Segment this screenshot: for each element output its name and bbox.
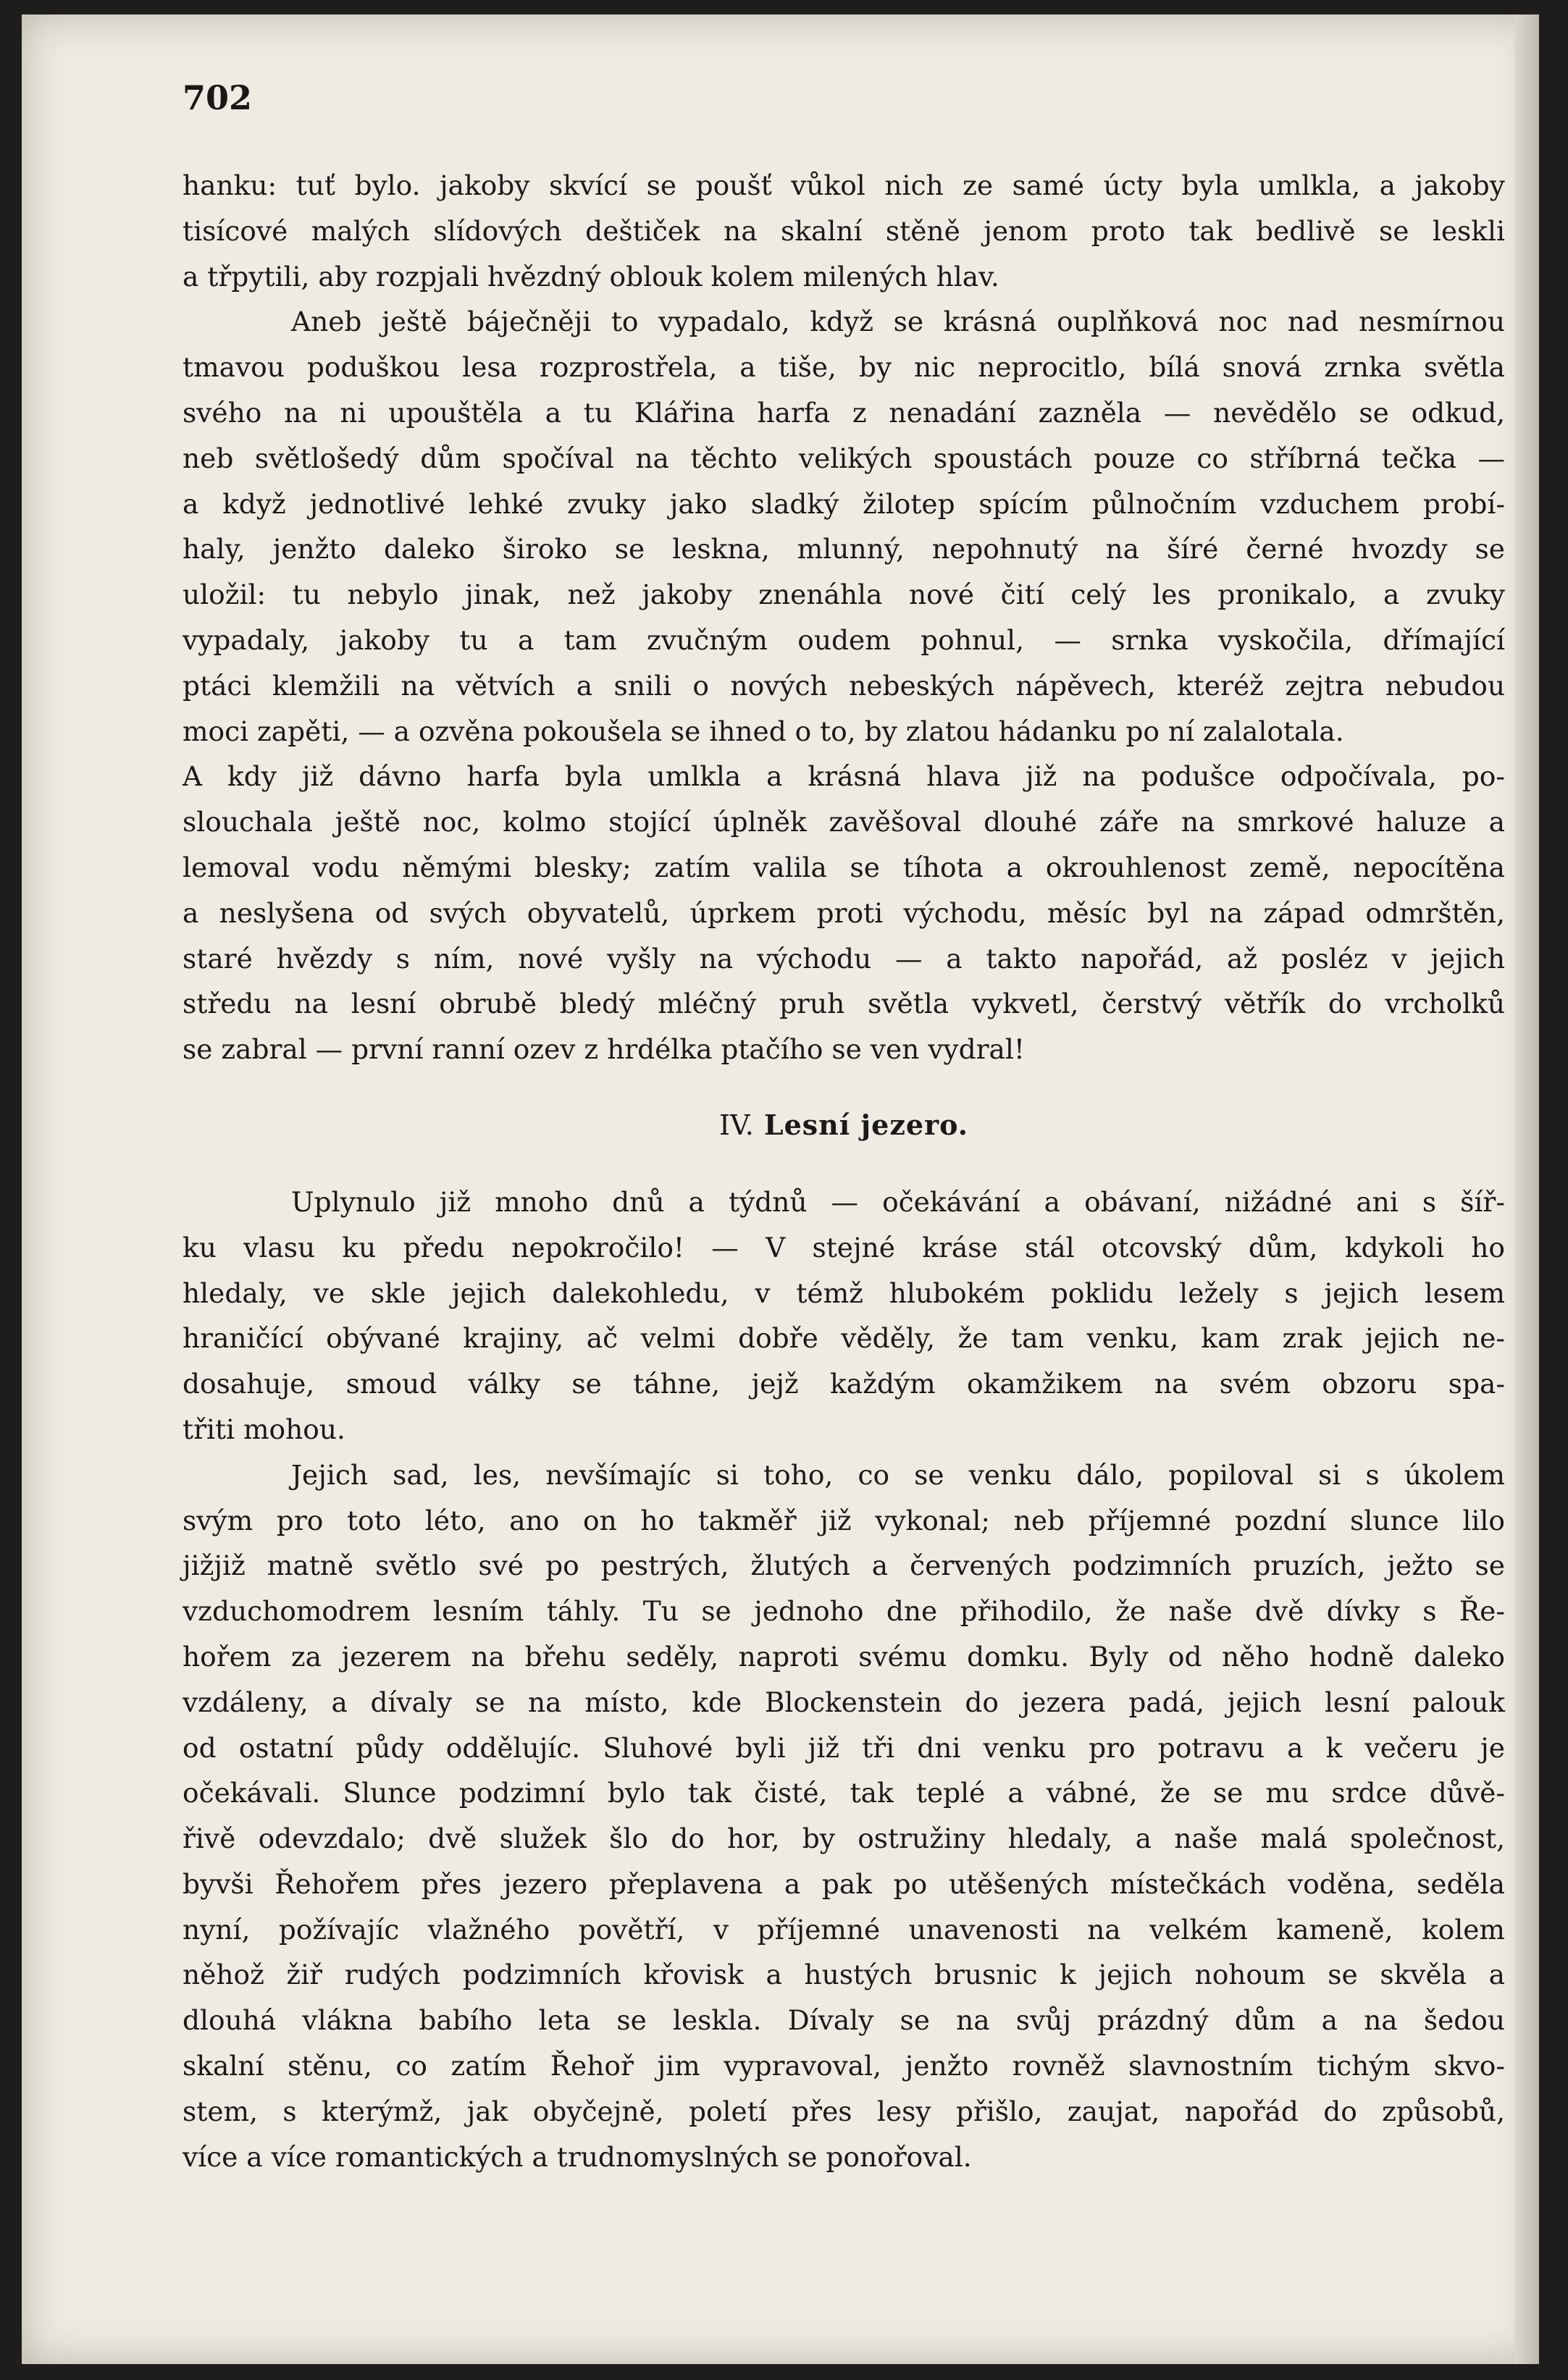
- text-line: dlouhá vlákna babího leta se leskla. Dívaly se na svůj prázdný dům a na šedou: [183, 2004, 1505, 2037]
- text-line: nyní, požívajíc vlažného povětří, v příjemné unavenosti na velkém kameně, kolem: [183, 1913, 1505, 1946]
- text-line: vzduchomodrem lesním táhly. Tu se jednoho dne přihodilo, že naše dvě dívky s Ře-: [183, 1595, 1505, 1628]
- text-line: něhož žiř rudých podzimních křovisk a hustých brusnic k jejich nohoum se skvěla a: [183, 1959, 1505, 1991]
- body-text: [183, 163, 1505, 2179]
- paragraph: [183, 1452, 1505, 2180]
- text-line: tisícové malých slídových deštiček na skalní stěně jenom proto tak bedlivě se leskli: [183, 214, 1505, 247]
- paragraph: [183, 163, 1505, 299]
- text-line: staré hvězdy s ním, nové vyšly na východu — a takto napořád, až posléz v jejich: [183, 942, 1505, 975]
- text-line: od ostatní půdy oddělujíc. Sluhové byli již tři dni venku pro potravu a k večeru je: [183, 1731, 1505, 1764]
- text-line: hanku: tuť bylo. jakoby skvící se poušť vůkol nich ze samé úcty byla umlkla, a jakoby: [183, 169, 1505, 201]
- book-page: [22, 14, 1539, 2364]
- text-line: skalní stěnu, co zatím Řehoř jim vypravoval, jenžto rovněž slavnostním tichým skvo-: [183, 2050, 1505, 2082]
- chapter-heading: [183, 1072, 1505, 1180]
- text-line: řivě odevzdalo; dvě služek šlo do hor, by ostružiny hledaly, a naše malá společnost,: [183, 1822, 1505, 1855]
- text-line: byvši Řehořem přes jezero přeplavena a pak po utěšených místečkách voděna, seděla: [183, 1867, 1505, 1900]
- text-line: Jejich sad, les, nevšímajíc si toho, co se venku dálo, popiloval si s úkolem: [291, 1458, 1505, 1491]
- text-line: Aneb ještě báječněji to vypadalo, když se krásná ouplňková noc nad nesmírnou: [291, 306, 1505, 338]
- text-line: hořem za jezerem na břehu seděly, naproti svému domku. Byly od něho hodně daleko: [183, 1640, 1505, 1673]
- text-line: hledaly, ve skle jejich dalekohledu, v témž hlubokém poklidu ležely s jejich lesem: [183, 1277, 1505, 1309]
- text-line: uložil: tu nebylo jinak, než jakoby znenáhla nové čití celý les pronikalo, a zvuky: [183, 579, 1505, 611]
- text-line: moci zapěti, — a ozvěna pokoušela se ihned o to, by zlatou hádanku po ní zalalotala.: [183, 715, 1344, 747]
- paragraph: [183, 754, 1505, 1072]
- text-line: neb světlošedý dům spočíval na těchto velikých spoustách pouze co stříbrná tečka —: [183, 442, 1505, 474]
- page-edge-shadow: [1514, 14, 1539, 2364]
- text-line: vzdáleny, a dívaly se na místo, kde Blockenstein do jezera padá, jejich lesní palouk: [183, 1686, 1505, 1718]
- paragraph: [183, 1180, 1505, 1452]
- paragraph: [183, 299, 1505, 754]
- text-line: ptáci klemžili na větvích a snili o nových nebeských nápěvech, kteréž zejtra nebudou: [183, 669, 1505, 702]
- text-line: lemoval vodu němými blesky; zatím valila se tíhota a okrouhlenost země, nepocítěna: [183, 851, 1505, 883]
- text-line: Uplynulo již mnoho dnů a týdnů — očekávání a obávaní, nižádné ani s šíř-: [291, 1185, 1505, 1218]
- text-line: hraničící obývané krajiny, ač velmi dobře věděly, že tam venku, kam zrak jejich ne-: [183, 1322, 1505, 1355]
- chapter-number: IV.: [718, 1109, 754, 1141]
- text-line: vypadaly, jakoby tu a tam zvučným oudem pohnul, — srnka vyskočila, dřímající: [183, 623, 1505, 656]
- text-line: svého na ni upouštěla a tu Klářina harfa z nenadání zazněla — nevědělo se odkud,: [183, 396, 1505, 429]
- chapter-title: Lesní jezero.: [763, 1108, 969, 1141]
- text-line: a když jednotlivé lehké zvuky jako sladký žilotep spícím půlnočním vzduchem probí-: [183, 487, 1505, 520]
- text-line: jižjiž matně světlo své po pestrých, žlutých a červených podzimních pruzích, ježto se: [183, 1549, 1505, 1582]
- text-line: A kdy již dávno harfa byla umlkla a krásná hlava již na podušce odpočívala, po-: [183, 760, 1505, 793]
- text-line: se zabral — první ranní ozev z hrdélka ptačího se ven vydral!: [183, 1033, 1025, 1066]
- text-line: středu na lesní obrubě bledý mléčný pruh světla vykvetl, čerstvý větřík do vrcholků: [183, 988, 1505, 1020]
- page-number: 702: [183, 78, 253, 117]
- text-line: haly, jenžto daleko široko se leskna, mlunný, nepohnutý na šíré černé hvozdy se: [183, 533, 1505, 565]
- text-line: stem, s kterýmž, jak obyčejně, poletí přes lesy přišlo, zaujat, napořád do způsobů,: [183, 2095, 1505, 2127]
- text-line: třiti mohou.: [183, 1413, 345, 1445]
- text-line: ku vlasu ku předu nepokročilo! — V stejné kráse stál otcovský dům, kdykoli ho: [183, 1231, 1505, 1263]
- text-line: slouchala ještě noc, kolmo stojící úplněk zavěšoval dlouhé záře na smrkové haluze a: [183, 806, 1505, 838]
- text-line: dosahuje, smoud války se táhne, jejž každým okamžikem na svém obzoru spa-: [183, 1368, 1505, 1400]
- text-line: očekávali. Slunce podzimní bylo tak čisté, tak teplé a vábné, že se mu srdce důvě-: [183, 1777, 1505, 1809]
- text-line: tmavou poduškou lesa rozprostřela, a tiše, by nic neprocitlo, bílá snová zrnka světla: [183, 351, 1505, 384]
- text-line: a neslyšena od svých obyvatelů, úprkem proti východu, měsíc byl na západ odmrštěn,: [183, 896, 1505, 929]
- text-line: a třpytili, aby rozpjali hvězdný oblouk kolem milených hlav.: [183, 260, 999, 293]
- text-line: více a více romantických a trudnomyslných se ponořoval.: [183, 2140, 972, 2173]
- text-line: svým pro toto léto, ano on ho takměř již vykonal; neb příjemné pozdní slunce lilo: [183, 1504, 1505, 1536]
